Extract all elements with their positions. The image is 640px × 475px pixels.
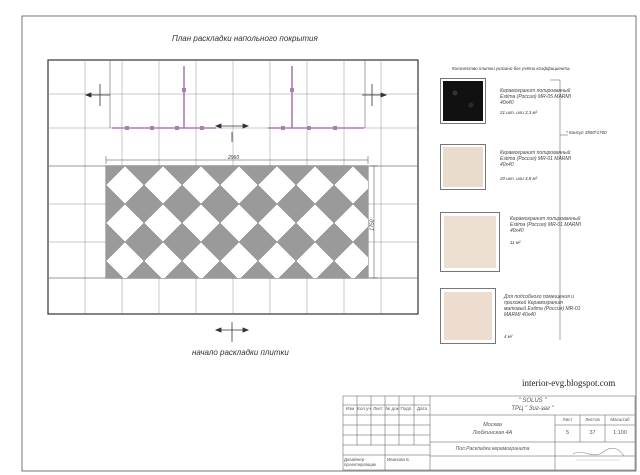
diamond-tile-light [562, 166, 600, 204]
tile-swatch-beige [440, 212, 500, 272]
start-layout-label: начало раскладки плитки [192, 348, 289, 357]
diamond-tile-light [524, 166, 562, 204]
stamp-col-sheets: Листов [585, 417, 600, 422]
stamp-scale-value: 1:100 [613, 430, 627, 436]
legend-item-desc: Для подсобного помещения и прихожей Керамогранит матовый Estima (Россия) MR-01 MARMI 40x40 [504, 294, 581, 318]
legend-note: * Консул 3950*1700 [566, 130, 607, 135]
legend-item-qty: 11 м² [510, 240, 521, 245]
stamp-header: Дата [417, 406, 427, 411]
stamp-street: Люблинская 4А [472, 430, 513, 436]
legend-item-qty: 21 шт. или 3,3 м² [500, 110, 538, 115]
diamond-tile-light [600, 166, 638, 204]
legend-item-desc: Керамогранит полированный Estima (Россия) MR-01 MARMI 40x40 [500, 150, 571, 168]
legend-item-desc: Керамогранит полированный Estima (Россия) MR-05 MARMI 40x40 [500, 88, 571, 106]
stamp-city: Москва [483, 422, 502, 428]
stamp-header: Лист [373, 406, 383, 411]
watermark-url: interior-evg.blogspot.com [522, 378, 616, 388]
stamp-col-sheet: Лист [562, 417, 573, 422]
diamond-tile-light [600, 242, 638, 280]
stamp-header: Подп. [400, 406, 413, 411]
stamp-header: № док [385, 406, 399, 411]
diamond-tile-dark [619, 261, 640, 299]
tile-sample [444, 292, 492, 340]
diamond-tile-dark [581, 147, 619, 185]
stamp-header: Кол.уч [357, 406, 371, 411]
tile-sample [443, 147, 483, 187]
dimension-height-label: 1750 [369, 219, 376, 231]
company-logo [568, 446, 628, 466]
stamp-designer-role: Дизайнер-проектировщик [344, 457, 377, 467]
plan-title: План раскладки напольного покрытия [172, 34, 318, 43]
stamp-sheet-value: 5 [565, 430, 570, 436]
tile-swatch-beige [440, 288, 496, 344]
diamond-tile-light [524, 242, 562, 280]
tile-sample [444, 216, 496, 268]
tile-swatch-black [440, 78, 486, 124]
legend-item-desc: Керамогранит полированный Estima (Россия) MR-01 MARMI 40x40 [510, 216, 581, 234]
legend-item-qty: 20 шт. или 3,8 м² [500, 176, 538, 181]
legend-heading: Количество плитки указано без учёта коэффициента. [452, 66, 571, 71]
diamond-tile-dark [619, 147, 640, 185]
stamp-project-sub: ТРЦ " Зиг-заг " [511, 406, 554, 412]
stamp-project: " SOLUS " [518, 398, 547, 404]
diamond-tile-light [600, 280, 638, 318]
diamond-tile-light [562, 242, 600, 280]
stamp-designer-name: Иванова Е. [387, 457, 411, 462]
tile-sample [443, 81, 483, 121]
diamond-tile-dark [619, 223, 640, 261]
stamp-sheet-name: Пол.Раскладка керамогранита [455, 446, 530, 452]
dimension-width-label: 2960 [228, 155, 240, 161]
diamond-tile-light [600, 204, 638, 242]
stamp-col-scale: Масштаб [610, 417, 630, 422]
stamp-header: Изм [345, 406, 355, 411]
stamp-sheets-value: 37 [589, 430, 596, 436]
diamond-tile-light [486, 166, 524, 204]
diamond-tile-dark [619, 185, 640, 223]
diamond-tile-dark [581, 261, 619, 299]
legend-item-qty: 4 м² [504, 334, 513, 339]
tile-swatch-beige [440, 144, 486, 190]
